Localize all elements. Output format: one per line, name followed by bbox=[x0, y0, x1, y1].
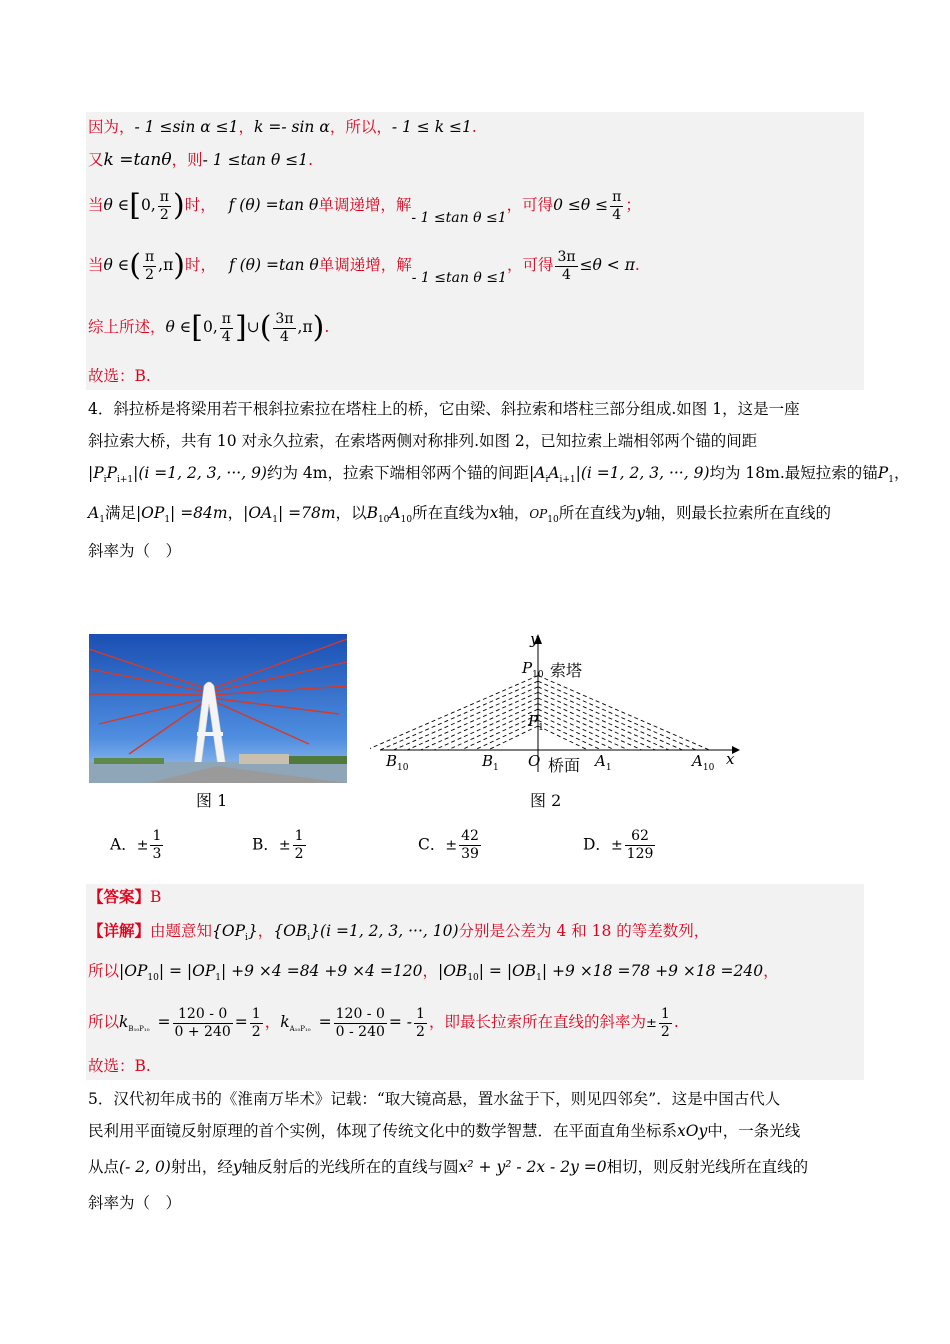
figure-1-caption: 图 1 bbox=[196, 791, 228, 810]
stay-cable bbox=[434, 704, 538, 750]
detail-line-2: 所以$|OP_{10}| = |OP_1| +9 \times 4 =84 +9 \times 4 =120$，$|OB_{10}| = |OB_1| +9 \times 18 =78 +9 \times 18 =240$， bbox=[88, 962, 779, 983]
solution-line-4: 当θ ∈( $\frac{\pi}{2}$ ,π)时， f (θ) =tan θ单调递增，解- 1 ≤tan θ ≤1，可得 $\frac{3\pi}{4}$ ≤θ < π. bbox=[88, 248, 640, 286]
stay-cable bbox=[538, 720, 602, 750]
option-a[interactable]: A．± $\frac{1}{3}$ bbox=[110, 828, 162, 862]
q4-line-2: 斜拉索大桥，共有 10 对永久拉索，在索塔两侧对称排列.如图 2，已知拉索上端相邻两个锚的间距 bbox=[88, 432, 758, 450]
figure-2-caption: 图 2 bbox=[530, 791, 562, 810]
q5-line-3: 从点(- 2, 0)射出，经y轴反射后的光线所在的直线与圆x² + y² - 2x - 2y =0相切，则反射光线所在直线的 bbox=[88, 1158, 809, 1176]
bridge-photo bbox=[89, 634, 347, 783]
figure-2-diagram bbox=[370, 628, 750, 778]
q4-line-4: $A_1$满足$|OP_1| =84m$，$|OA_1| =78m$，以$B_{10}A_{10}$所在直线为x轴，$OP_{10}$所在直线为y轴，则最长拉索所在直线的 bbox=[88, 504, 832, 525]
solution-line-5: 综上所述，θ ∈[0, $\frac{\pi}{4}$ ]∪( $\frac{3\pi}{4}$ ,π). bbox=[88, 310, 330, 345]
detail-line-3: 所以$k_{B_{10}P_{10}}$ = $\frac{120 - 0}{0 + 240}$ = $\frac{1}{2}$ ，$k_{A_{10}P_{10}}$ = $\frac{120 - 0}{0 - 240}$ = - $\frac{1}{2}$ ，即最长拉索所在直线的斜率为± $\frac{1}{2}$ . bbox=[88, 1005, 679, 1040]
stay-cable bbox=[538, 709, 629, 750]
label-b1: $B_1$ bbox=[482, 752, 499, 773]
q5-line-4: 斜率为（ ） bbox=[88, 1194, 182, 1212]
stay-cable bbox=[538, 698, 656, 750]
label-deck: 桥面 bbox=[548, 756, 581, 775]
stay-cable bbox=[538, 687, 683, 750]
label-a1: $A_1$ bbox=[595, 752, 612, 773]
detail-choose: 故选：B. bbox=[88, 1057, 151, 1075]
q4-line-1: 4．斜拉桥是将梁用若干根斜拉索拉在塔柱上的桥，它由梁、斜拉索和塔柱三部分组成.如图 1，这是一座 bbox=[88, 400, 800, 418]
label-tower: 索塔 bbox=[550, 661, 583, 680]
label-origin: O bbox=[528, 752, 541, 770]
label-a10: $A_{10}$ bbox=[692, 752, 715, 773]
stay-cable bbox=[394, 687, 539, 750]
y-axis-label: y bbox=[530, 630, 539, 648]
solution-line-1: 因为，- 1 ≤sin α ≤1，k =- sin α，所以，- 1 ≤ k ≤1. bbox=[88, 118, 477, 136]
option-d[interactable]: D．± $\frac{62}{129}$ bbox=[583, 828, 654, 862]
solution-choose: 故选：B. bbox=[88, 367, 151, 385]
stay-cable bbox=[421, 698, 539, 750]
q5-line-1: 5．汉代初年成书的《淮南万毕术》记载：“取大镜高悬，置水盆于下，则见四邻矣”．这是中国古代人 bbox=[88, 1090, 781, 1108]
x-axis-label: x bbox=[726, 750, 735, 768]
label-p10: $P_{10}$ bbox=[522, 659, 544, 680]
stay-cable bbox=[370, 676, 538, 750]
stay-cable bbox=[407, 692, 538, 750]
label-p1: $P_1$ bbox=[528, 712, 544, 733]
option-b[interactable]: B．± $\frac{1}{2}$ bbox=[252, 828, 304, 862]
detail-line-1: 【详解】由题意知$\{OP_i\}$，$\{OB_i\}(i =1$, 2, 3, ···, 10)分别是公差为 4 和 18 的等差数列， bbox=[88, 921, 710, 943]
stay-cable bbox=[448, 709, 539, 750]
q4-line-5: 斜率为（ ） bbox=[88, 542, 182, 560]
solution-line-2: 又k =tanθ，则- 1 ≤tan θ ≤1. bbox=[88, 150, 314, 170]
stay-cable bbox=[380, 681, 538, 750]
q5-line-2: 民利用平面镜反射原理的首个实例，体现了传统文化中的数学智慧．在平面直角坐标系xOy中，一条光线 bbox=[88, 1122, 801, 1140]
answer-line: 【答案】B bbox=[88, 887, 162, 906]
option-c[interactable]: C．± $\frac{42}{39}$ bbox=[418, 828, 479, 862]
stay-cable bbox=[538, 726, 588, 750]
solution-line-3: 当θ ∈[0, $\frac{\pi}{2}$ )时， f (θ) =tan θ单调递增，解- 1 ≤tan θ ≤1，可得0 ≤θ ≤ $\frac{\pi}{4}$ ； bbox=[88, 188, 641, 226]
stay-cable bbox=[538, 692, 669, 750]
stay-cable bbox=[538, 704, 642, 750]
stay-cable bbox=[538, 681, 696, 750]
label-b10: $B_{10}$ bbox=[386, 752, 409, 773]
q4-line-3: $|P_iP_{i+1}|(i =1$, 2, 3, ···, 9)约为 4m，拉索下端相邻两个锚的间距$|A_iA_{i+1}|(i =1$, 2, 3, ···, 9)均为 18m.最短拉索的锚$P_1$， bbox=[88, 464, 910, 485]
